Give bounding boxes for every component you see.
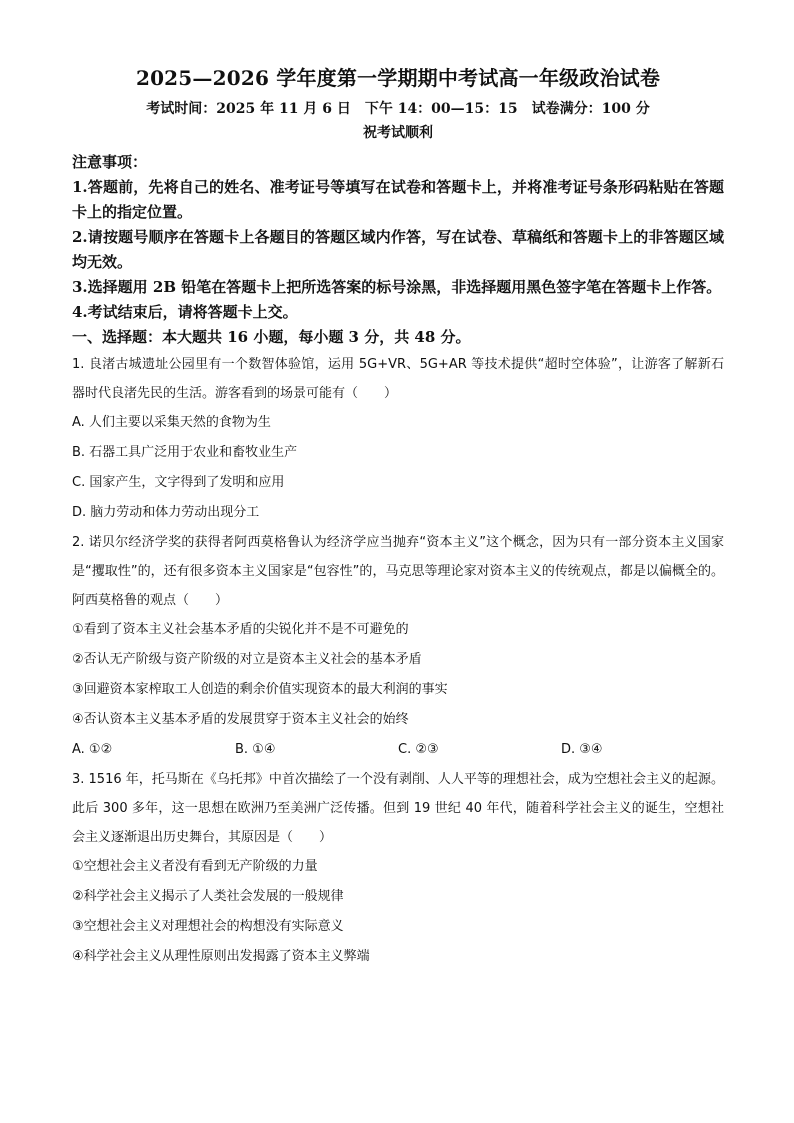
section-heading: 一、选择题：本大题共 16 小题，每小题 3 分，共 48 分。 (72, 328, 471, 346)
statement-4: ④科学社会主义从理性原则出发揭露了资本主义弊端 (72, 949, 370, 964)
option-d: D. ③④ (561, 742, 603, 757)
option-b: B. ①④ (235, 742, 276, 757)
statement-1: ①空想社会主义者没有看到无产阶级的力量 (72, 859, 318, 874)
statement-2: ②否认无产阶级与资产阶级的对立是资本主义社会的基本矛盾 (72, 652, 422, 667)
option-row (72, 735, 724, 765)
note-item: 3.选择题用 2B 铅笔在答题卡上把所选答案的标号涂黑，非选择题用黑色签字笔在答题卡上作答。 (72, 278, 722, 296)
question-1 (72, 350, 724, 528)
statement-3: ③回避资本家榨取工人创造的剩余价值实现资本的最大利润的事实 (72, 682, 448, 697)
note-item: 4.考试结束后，请将答题卡上交。 (72, 303, 298, 321)
question-stem: 3. 1516 年，托马斯在《乌托邦》中首次描绘了一个没有剥削、人人平等的理想社会，成为空想社会主义的起源。此后 300 多年，这一思想在欧洲乃至美洲广泛传播。但到 19 世纪 40 年代，随着科学社会主义的诞生，空想社会主义逐渐退出历史舞台，其原因是（ ） (72, 772, 724, 845)
exam-wish: 祝考试顺利 (363, 125, 433, 141)
question-stem: 2. 诺贝尔经济学奖的获得者阿西莫格鲁认为经济学应当抛弃“资本主义”这个概念，因为只有一部分资本主义国家是“攫取性”的，还有很多资本主义国家是“包容性”的，马克思等理论家对资本主义的传统观点，都是以偏概全的。阿西莫格鲁的观点（ ） (72, 535, 724, 608)
statement-3: ③空想社会主义对理想社会的构想没有实际意义 (72, 919, 344, 934)
exam-info: 考试时间：2025 年 11 月 6 日 下午 14：00—15：15 试卷满分：100 分 (146, 101, 650, 117)
option-a: A. 人们主要以采集天然的食物为生 (72, 415, 271, 430)
statement-4: ④否认资本主义基本矛盾的发展贯穿于资本主义社会的始终 (72, 712, 409, 727)
question-3 (72, 765, 724, 972)
statement-1: ①看到了资本主义社会基本矛盾的尖锐化并不是不可避免的 (72, 622, 409, 637)
option-c: C. ②③ (398, 742, 439, 757)
question-2 (72, 528, 724, 765)
note-item: 2.请按题号顺序在答题卡上各题目的答题区域内作答，写在试卷、草稿纸和答题卡上的非答题区域均无效。 (72, 228, 724, 271)
note-item: 1.答题前，先将自己的姓名、准考证号等填写在试卷和答题卡上，并将准考证号条形码粘贴在答题卡上的指定位置。 (72, 178, 724, 221)
question-stem: 1. 良渚古城遗址公园里有一个数智体验馆，运用 5G+VR、5G+AR 等技术提供“超时空体验”，让游客了解新石器时代良渚先民的生活。游客看到的场景可能有（ ） (72, 357, 724, 401)
statement-2: ②科学社会主义揭示了人类社会发展的一般规律 (72, 889, 344, 904)
exam-title: 2025—2026 学年度第一学期期中考试高一年级政治试卷 (135, 66, 661, 90)
exam-page (72, 64, 724, 972)
option-b: B. 石器工具广泛用于农业和畜牧业生产 (72, 445, 298, 460)
notes-block (72, 150, 724, 325)
option-a: A. ①② (72, 742, 113, 757)
option-d: D. 脑力劳动和体力劳动出现分工 (72, 505, 260, 520)
option-c: C. 国家产生，文字得到了发明和应用 (72, 475, 285, 490)
notes-title: 注意事项： (72, 153, 148, 171)
